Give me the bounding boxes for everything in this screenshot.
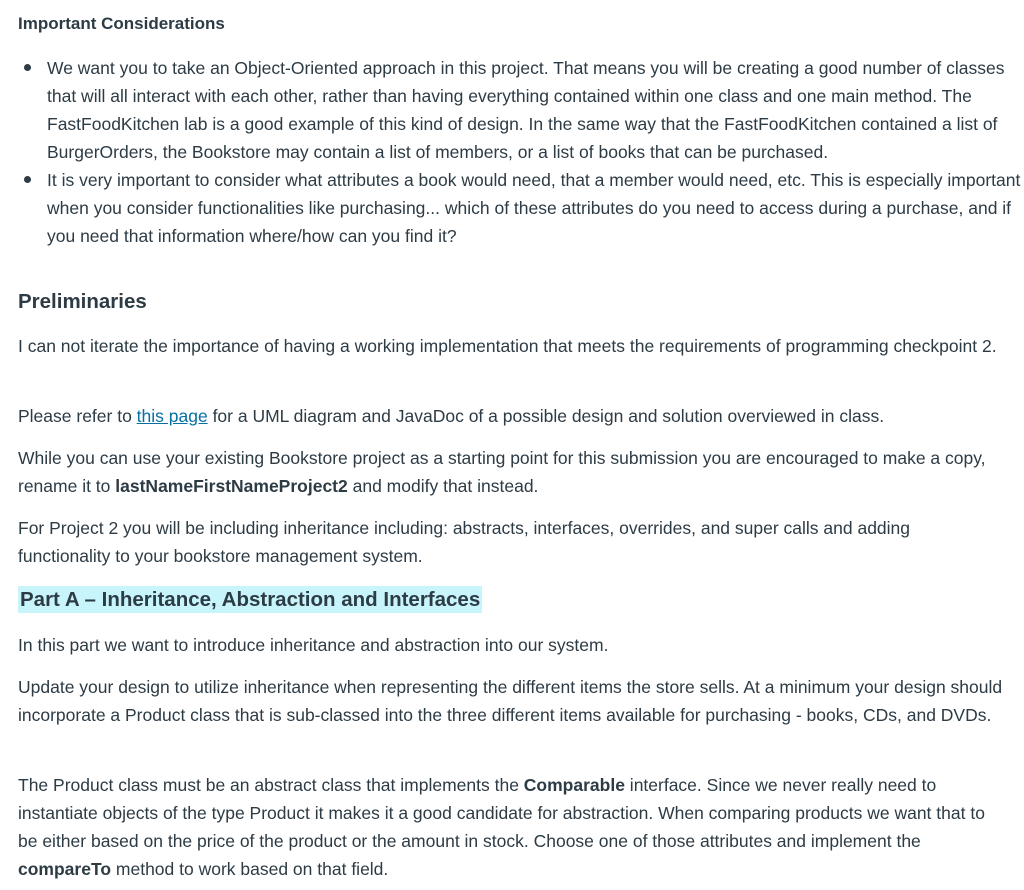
list-item: It is very important to consider what attributes a book would need, that a member would need, etc. This is especially important when you consider functionalities like purchasing... which of these attributes do you need to access during a purchase, and if you need that information where/how can you find it?: [47, 166, 1024, 250]
comparable-term: Comparable: [523, 775, 625, 795]
part-a-paragraph-2: Update your design to utilize inheritance when representing the different items the store sells. At a minimum your design should incorporate a Product class that is sub-classed into the three different items available for purchasing - books, CDs, and DVDs.: [18, 677, 1003, 725]
compareto-term: compareTo: [18, 859, 112, 879]
preliminaries-paragraph-2: [18, 402, 1003, 430]
preliminaries-heading: Preliminaries: [18, 290, 147, 313]
part-a-paragraph-1: In this part we want to introduce inheritance and abstraction into our system.: [18, 635, 609, 655]
part-a-heading: [18, 588, 482, 612]
list-item: We want you to take an Object-Oriented approach in this project. That means you will be creating a good number of classes that will all interact with each other, rather than having everything contained within one class and one main method. The FastFoodKitchen lab is a good example of this kind of design. In the same way that the FastFoodKitchen contained a list of BurgerOrders, the Bookstore may contain a list of members, or a list of books that can be purchased.: [47, 54, 1024, 166]
preliminaries-paragraph-1: I can not iterate the importance of having a working implementation that meets the requirements of programming checkpoint 2.: [18, 336, 997, 356]
considerations-list: [18, 54, 1024, 250]
text-span: and modify that instead.: [347, 476, 539, 496]
text-span: for a UML diagram and JavaDoc of a possible design and solution overviewed in class.: [207, 406, 885, 426]
text-span: While you can use your existing Bookstore project as a starting point for this submission you are encouraged to make a copy, rename it to: [18, 448, 986, 496]
text-span: interface. Since we never really need to instantiate objects of the type Product it makes it a good candidate for abstraction. When comparing products we want that to be either based on the price of the product or the amount in stock. Choose one of those attributes and implement the: [18, 775, 985, 851]
important-considerations-heading: Important Considerations: [18, 14, 225, 33]
text-span: method to work based on that field.: [111, 859, 389, 879]
part-a-paragraph-3: [18, 771, 1003, 883]
preliminaries-paragraph-4: For Project 2 you will be including inheritance including: abstracts, interfaces, overrides, and super calls and adding functionality to your bookstore management system.: [18, 518, 911, 566]
this-page-link[interactable]: this page: [136, 406, 208, 426]
preliminaries-paragraph-3: [18, 444, 1003, 500]
text-span: The Product class must be an abstract class that implements the: [18, 775, 524, 795]
project-name: lastNameFirstNameProject2: [115, 476, 348, 496]
highlighted-heading-text: Part A – Inheritance, Abstraction and Interfaces: [20, 588, 481, 611]
text-span: Please refer to: [18, 406, 137, 426]
